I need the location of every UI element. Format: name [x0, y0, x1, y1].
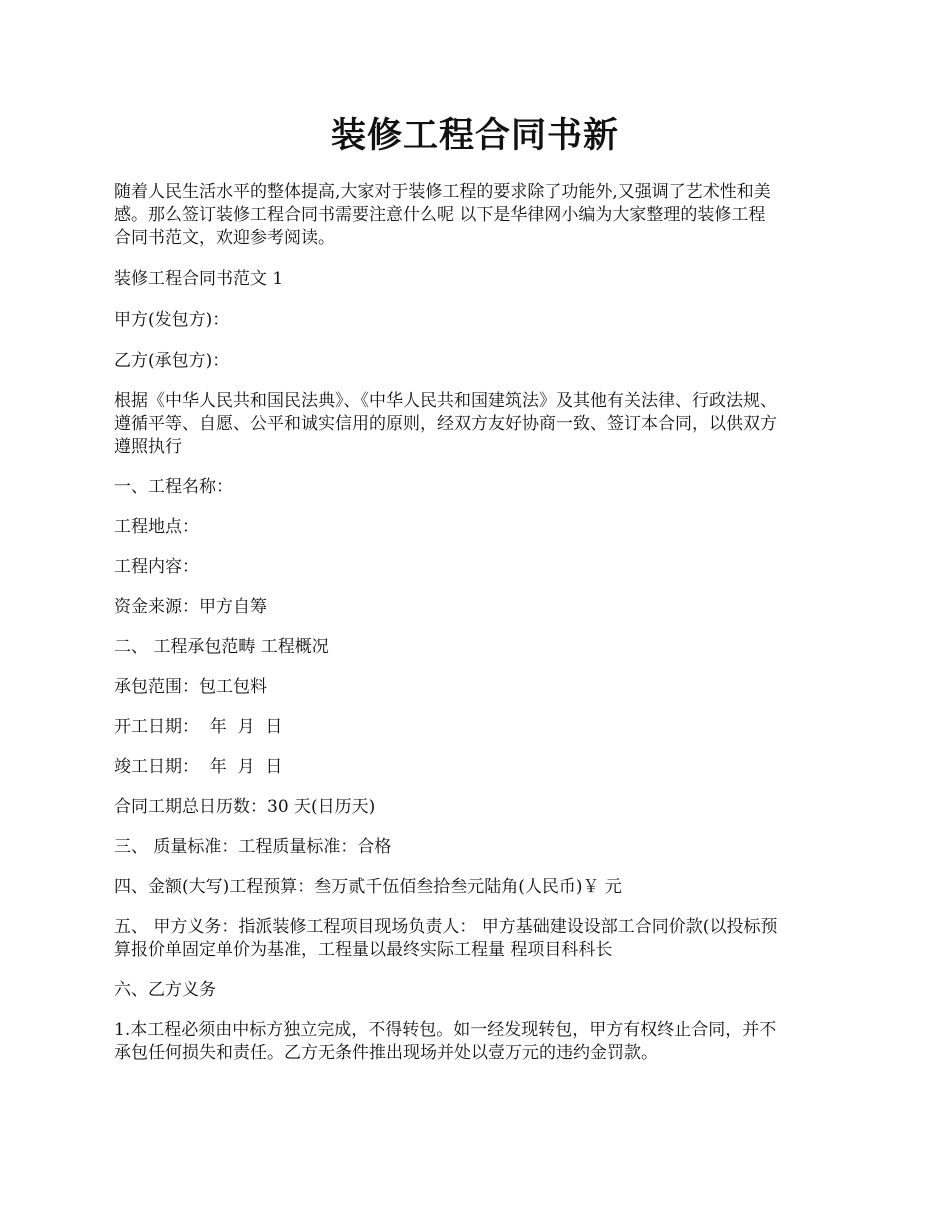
section-5-line: 五、 甲方义务：指派装修工程项目现场负责人： 甲方基础建设设部工合同价款(以投标预 [114, 917, 778, 937]
intro-line: 感。那么签订装修工程合同书需要注意什么呢 以下是华律网小编为大家整理的装修工程 [114, 205, 766, 225]
section-6-heading: 六、乙方义务 [114, 980, 216, 1000]
section-2-heading: 二、 工程承包范畴 工程概况 [114, 637, 329, 657]
site-line: 工程地点： [114, 517, 199, 537]
clause-1-line: 承包任何损失和责任。乙方无条件推出现场并处以壹万元的违约金罚款。 [114, 1043, 658, 1063]
section-1-heading: 一、工程名称： [114, 477, 233, 497]
section-3-heading: 三、 质量标准：工程质量标准：合格 [114, 837, 392, 857]
intro-paragraph [114, 181, 859, 250]
end-date-line: 竣工日期： 年 月 日 [114, 757, 283, 777]
intro-line: 随着人民生活水平的整体提高,大家对于装修工程的要求除了功能外,又强调了艺术性和美 [114, 182, 771, 202]
content-line: 工程内容： [114, 557, 199, 577]
document-body [114, 181, 859, 1065]
sample-heading: 装修工程合同书范文 1 [114, 269, 284, 289]
basis-line: 根据《中华人民共和国民法典》、《中华人民共和国建筑法》及其他有关法律、行政法规、 [114, 391, 777, 411]
basis-line: 遵循平等、自愿、公平和诚实信用的原则，经双方友好协商一致、签订本合同，以供双方 [114, 414, 777, 434]
intro-line: 合同书范文，欢迎参考阅读。 [114, 228, 335, 248]
document-title: 装修工程合同书新 [330, 115, 619, 156]
basis-paragraph [114, 390, 859, 459]
duration-line: 合同工期总日历数：30 天(日历天) [114, 797, 376, 817]
section-4-heading: 四、金额(大写)工程预算：叁万贰千伍佰叁拾叁元陆角(人民币)￥ 元 [114, 877, 622, 897]
party-b-line: 乙方(承包方)： [114, 351, 230, 371]
section-5-line: 算报价单固定单价为基准，工程量以最终实际工程量 程项目科科长 [114, 940, 613, 960]
basis-line: 遵照执行 [114, 437, 182, 457]
party-a-line: 甲方(发包方)： [114, 310, 230, 330]
clause-1-paragraph [114, 1019, 859, 1065]
clause-1-line: 1.本工程必须由中标方独立完成，不得转包。如一经发现转包，甲方有权终止合同，并不 [114, 1020, 777, 1040]
section-5-paragraph [114, 916, 859, 962]
start-date-line: 开工日期： 年 月 日 [114, 717, 283, 737]
scope-line: 承包范围：包工包料 [114, 677, 267, 697]
funding-line: 资金来源：甲方自筹 [114, 597, 267, 617]
